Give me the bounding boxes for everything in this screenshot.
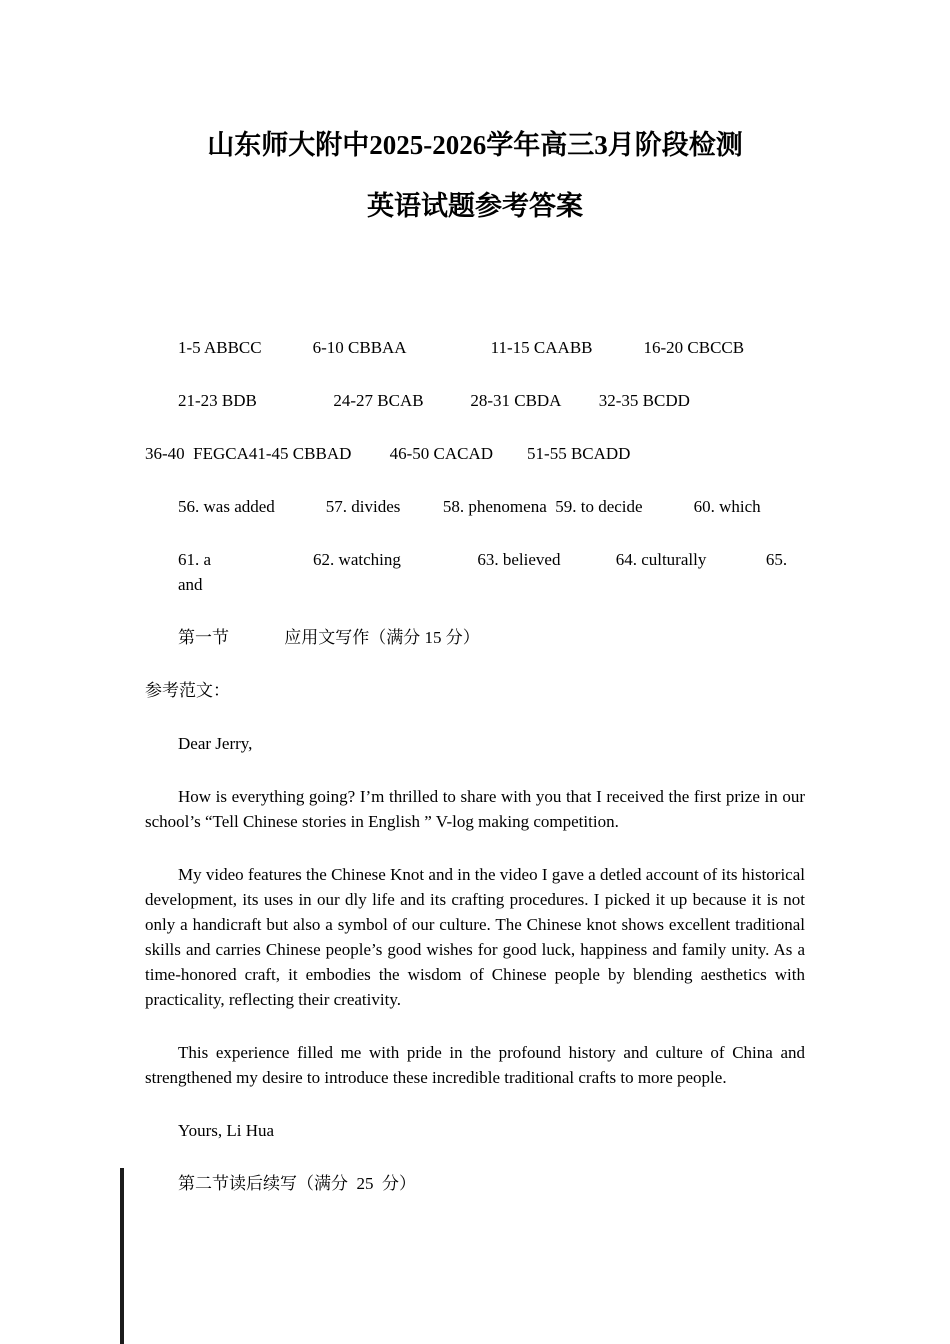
vertical-line-artifact [120, 1168, 124, 1344]
model-essay-label: 参考范文： [145, 681, 230, 700]
answer-line-1: 1-5 ABBCC 6-10 CBBAA 11-15 CAABB 16-20 CBCCB [178, 338, 745, 357]
answer-line-4: 56. was added 57. divides 58. phenomena 59. to decide 60. which [178, 497, 761, 516]
answer-line-5: 61. a 62. watching 63. believed 64. culturally 65. and [178, 550, 792, 594]
document-title-line-1: 山东师大附中2025-2026学年高三3月阶段检测 [207, 130, 743, 160]
answer-line-2: 21-23 BDB 24-27 BCAB 28-31 CBDA 32-35 BCDD [178, 391, 690, 410]
letter-closing: Yours, Li Hua [178, 1121, 275, 1140]
section2-heading: 第二节读后续写（满分 25 分） [178, 1174, 416, 1193]
document-content [145, 0, 805, 1224]
document-title-line-2: 英语试题参考答案 [367, 191, 583, 221]
letter-salutation: Dear Jerry, [178, 734, 253, 753]
answer-line-3: 36-40 FEGCA41-45 CBBAD 46-50 CACAD 51-55 BCADD [145, 444, 631, 463]
section1-heading: 第一节 应用文写作（满分 15 分） [178, 628, 480, 647]
letter-paragraph-3: This experience filled me with pride in the profound history and culture of China and strengthened my desire to introduce these incredible traditional crafts to more people. [145, 1043, 805, 1087]
letter-paragraph-1: How is everything going? I’m thrilled to share with you that I received the first prize in our school’s “Tell Chinese stories in English ” V-log making competition. [145, 787, 805, 831]
letter-paragraph-2: My video features the Chinese Knot and in the video I gave a detled account of its historical development, its uses in our dly life and its crafting procedures. I picked it up because it is not only a handicraft but also a symbol of our culture. The Chinese knot shows excellent traditional skills and carries Chinese people’s good wishes for good luck, happiness and family unity. As a time-honored craft, it embodies the wisdom of Chinese people by blending aesthetics with practicality, reflecting their creativity. [145, 865, 805, 1009]
